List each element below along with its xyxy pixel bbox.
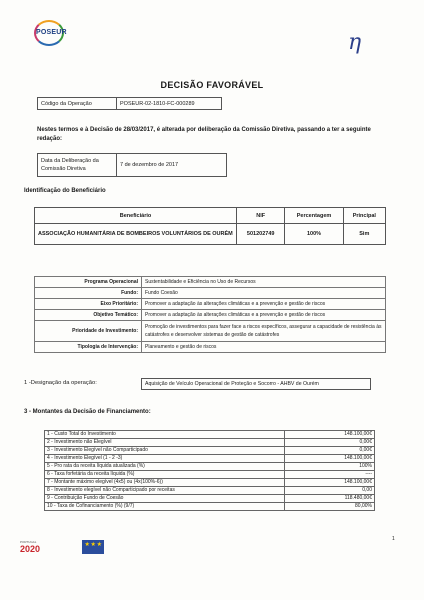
beneficiary-name: ASSOCIAÇÃO HUMANITÁRIA DE BOMBEIROS VOLUNTÁRIOS DE OURÉM: [35, 224, 237, 245]
operation-table: [37, 97, 222, 110]
handwritten-mark: η: [348, 30, 362, 55]
financing-row: [45, 471, 375, 479]
program-table: [34, 276, 386, 353]
financing-heading: 3 - Montantes da Decisão de Financiamento:: [24, 409, 151, 415]
financing-row: [45, 487, 375, 495]
priority-value: Promoção de investimentos para fazer face a riscos específicos, assegurar a capacidade de resistência às catástrofes e desenvolver sistemas de gestão de catástrofes: [142, 321, 386, 342]
financing-label: 8 - Investimento elegível não Comparticipado por receitas: [45, 487, 285, 495]
page-number: 1: [392, 536, 395, 542]
financing-value: 0,00€: [285, 439, 375, 447]
financing-value: 80,00%: [285, 503, 375, 511]
objective-label: Objetivo Temático:: [35, 310, 142, 321]
principal-header: Principal: [343, 208, 385, 224]
beneficiary-header: Beneficiário: [35, 208, 237, 224]
financing-row: [45, 503, 375, 511]
beneficiary-principal: Sim: [343, 224, 385, 245]
program-label: Programa Operacional: [35, 277, 142, 288]
financing-row: [45, 463, 375, 471]
program-value: Sustentabilidade e Eficiência no Uso de Recursos: [142, 277, 386, 288]
financing-label: 1 - Custo Total do Investimento: [45, 431, 285, 439]
financing-label: 10 - Taxa de Cofinanciamento (%) (9/7): [45, 503, 285, 511]
axis-label: Eixo Prioritário:: [35, 299, 142, 310]
deliberation-label: Data da Deliberação da Comissão Diretiva: [38, 154, 117, 177]
beneficiary-nif: 501202749: [237, 224, 285, 245]
nif-header: NIF: [237, 208, 285, 224]
percentage-header: Percentagem: [285, 208, 343, 224]
financing-row: [45, 447, 375, 455]
financing-value: 118.480,00€: [285, 495, 375, 503]
poseur-logo: [30, 20, 70, 48]
financing-label: 6 - Taxa forfetária da receita líquida (%): [45, 471, 285, 479]
priority-label: Prioridade de Investimento:: [35, 321, 142, 342]
objective-value: Promover a adaptação às alterações climáticas e a prevenção e gestão de riscos: [142, 310, 386, 321]
financing-label: 4 - Investimento Elegível (1 - 2 -3): [45, 455, 285, 463]
financing-label: 2 - Investimento não Elegível: [45, 439, 285, 447]
beneficiary-heading: Identificação do Beneficiário: [24, 188, 106, 194]
financing-label: 3 - Investimento Elegível não Comparticipado: [45, 447, 285, 455]
fund-value: Fundo Coesão: [142, 288, 386, 299]
financing-label: 9 - Contribuição Fundo de Coesão: [45, 495, 285, 503]
financing-row: [45, 455, 375, 463]
designation-table: [141, 378, 371, 390]
financing-value: 0,00€: [285, 447, 375, 455]
designation-label: 1 -Designação da operação:: [24, 380, 97, 386]
financing-row: [45, 479, 375, 487]
designation-value: Aquisição de Veículo Operacional de Proteção e Socorro - AHBV de Ourém: [142, 379, 371, 390]
financing-value: 148.100,00€: [285, 455, 375, 463]
axis-value: Promover a adaptação às alterações climáticas e a prevenção e gestão de riscos: [142, 299, 386, 310]
typology-label: Tipologia de Intervenção:: [35, 342, 142, 353]
deliberation-value: 7 de dezembro de 2017: [117, 154, 227, 177]
pt2020-text: 2020: [20, 544, 41, 554]
financing-row: [45, 439, 375, 447]
financing-table: [44, 430, 375, 511]
portugal-text: PORTUGAL: [20, 540, 37, 544]
eu-flag-icon: ★ ★ ★: [82, 540, 104, 554]
financing-value: 148.100,00€: [285, 431, 375, 439]
financing-value: 148.100,00€: [285, 479, 375, 487]
financing-value: 0,00: [285, 487, 375, 495]
financing-label: 5 - Pro rata da receita líquida atualizada (%): [45, 463, 285, 471]
financing-row: [45, 495, 375, 503]
financing-value: ----: [285, 471, 375, 479]
beneficiary-percentage: 100%: [285, 224, 343, 245]
intro-text: Nestes termos e à Decisão de 28/03/2017, é alterada por deliberação da Comissão Diretiva, passando a ter a seguinte redação:: [37, 127, 371, 142]
logo-text: POSEUR: [36, 29, 67, 36]
operation-label: Código da Operação: [38, 98, 117, 110]
page-title: DECISÃO FAVORÁVEL: [160, 80, 264, 90]
financing-label: 7 - Montante máximo elegível (4x5) ou (4x(100%-6)): [45, 479, 285, 487]
deliberation-table: [37, 153, 227, 177]
operation-value: POSEUR-02-1810-FC-000289: [117, 98, 222, 110]
typology-value: Planeamento e gestão de riscos: [142, 342, 386, 353]
fund-label: Fundo:: [35, 288, 142, 299]
beneficiary-table: [34, 207, 386, 245]
financing-value: 100%: [285, 463, 375, 471]
portugal-2020-logo: [20, 540, 40, 554]
financing-row: [45, 431, 375, 439]
